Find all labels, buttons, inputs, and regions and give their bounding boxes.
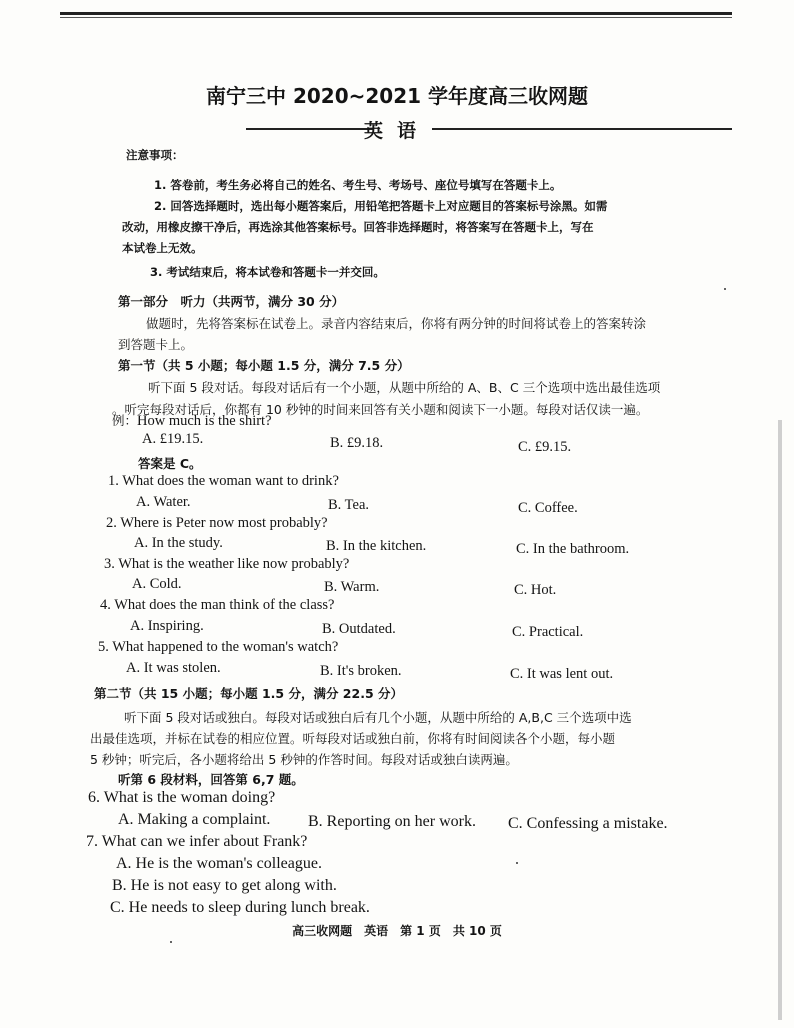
question-5-option-c: C. It was lent out.: [510, 666, 614, 682]
notice-item-2-line-3: 本试卷上无效。: [122, 241, 203, 255]
section2-intro-line-2: 出最佳选项，并标在试卷的相应位置。听每段对话或独白前，你将有时间阅读各个小题，每小题: [90, 731, 616, 746]
section2-heading: 第二节（共 15 小题；每小题 1.5 分，满分 22.5 分）: [94, 686, 403, 701]
question-7-option-b: B. He is not easy to get along with.: [112, 877, 337, 894]
question-4-option-b: B. Outdated.: [322, 621, 396, 637]
question-6-option-a: A. Making a complaint.: [118, 811, 271, 828]
example-question: How much is the shirt?: [137, 413, 272, 429]
exam-title: 南宁三中 2020~2021 学年度高三收网题: [205, 84, 588, 108]
question-6-option-c: C. Confessing a mistake.: [508, 815, 668, 832]
question-3-stem: 3. What is the weather like now probably?: [104, 556, 350, 572]
example-answer: 答案是 C。: [138, 456, 202, 471]
page-footer: 高三收网题 英语 第 1 页 共 10 页: [292, 924, 502, 938]
scan-speck: [724, 288, 726, 290]
part1-intro-line-2: 到答题卡上。: [118, 337, 194, 352]
question-6-stem: 6. What is the woman doing?: [88, 789, 276, 806]
question-6-option-b: B. Reporting on her work.: [308, 813, 476, 830]
notice-heading: 注意事项：: [126, 148, 184, 162]
subject-heading: 英语: [363, 120, 430, 142]
question-1-stem: 1. What does the woman want to drink?: [108, 473, 339, 489]
question-5-stem: 5. What happened to the woman's watch?: [98, 639, 339, 655]
top-border-thin: [60, 17, 732, 18]
part1-heading: 第一部分 听力（共两节，满分 30 分）: [118, 294, 345, 309]
question-4-option-c: C. Practical.: [512, 624, 584, 640]
question-7-stem: 7. What can we infer about Frank?: [86, 833, 308, 850]
question-1-option-c: C. Coffee.: [518, 500, 578, 516]
question-1-option-b: B. Tea.: [328, 497, 370, 513]
section1-intro-line-1: 听下面 5 段对话。每段对话后有一个小题，从题中所给的 A、B、C 三个选项中选出最佳选项: [148, 380, 661, 395]
section2-intro-line-3: 5 秒钟；听完后，各小题将给出 5 秒钟的作答时间。每段对话或独白读两遍。: [90, 752, 518, 767]
question-2-stem: 2. Where is Peter now most probably?: [106, 515, 328, 531]
section2-intro-line-1: 听下面 5 段对话或独白。每段对话或独白后有几个小题，从题中所给的 A,B,C 三个选项中选: [124, 710, 632, 725]
example-option-a: A. £19.15.: [142, 431, 204, 447]
question-5-option-a: A. It was stolen.: [126, 660, 221, 676]
part1-intro-line-1: 做题时，先将答案标在试卷上。录音内容结束后，你将有两分钟的时间将试卷上的答案转涂: [146, 316, 647, 331]
example-option-b: B. £9.18.: [330, 435, 384, 451]
example-option-c: C. £9.15.: [518, 439, 572, 455]
question-1-option-a: A. Water.: [136, 494, 191, 510]
scan-speck: [516, 862, 518, 864]
question-3-option-a: A. Cold.: [132, 576, 182, 592]
top-border: [60, 12, 732, 15]
notice-item-3: 3. 考试结束后，将本试卷和答题卡一并交回。: [150, 265, 385, 279]
question-2-option-c: C. In the bathroom.: [516, 541, 630, 557]
section1-intro-line-2: 。听完每段对话后，你都有 10 秒钟的时间来回答有关小题和阅读下一小题。每段对话仅读一遍。: [112, 402, 649, 417]
example-label: 例：: [112, 413, 138, 428]
question-3-option-c: C. Hot.: [514, 582, 557, 598]
question-2-option-a: A. In the study.: [134, 535, 223, 551]
question-2-option-b: B. In the kitchen.: [326, 538, 427, 554]
question-5-option-b: B. It's broken.: [320, 663, 402, 679]
question-4-option-a: A. Inspiring.: [130, 618, 204, 634]
question-4-stem: 4. What does the man think of the class?: [100, 597, 335, 613]
notice-item-2-line-2: 改动，用橡皮擦干净后，再选涂其他答案标号。回答非选择题时，将答案写在答题卡上，写在: [122, 220, 594, 234]
question-3-option-b: B. Warm.: [324, 579, 380, 595]
material-note: 听第 6 段材料，回答第 6,7 题。: [118, 772, 304, 787]
question-7-option-a: A. He is the woman's colleague.: [116, 855, 322, 872]
notice-item-2-line-1: 2. 回答选择题时，选出每小题答案后，用铅笔把答题卡上对应题目的答案标号涂黑。如需: [154, 199, 608, 213]
notice-item-1: 1. 答卷前，考生务必将自己的姓名、考生号、考场号、座位号填写在答题卡上。: [154, 178, 562, 192]
scan-speck: [170, 941, 172, 943]
question-7-option-c: C. He needs to sleep during lunch break.: [110, 899, 370, 916]
example-question-row: [112, 410, 272, 430]
section1-heading: 第一节（共 5 小题；每小题 1.5 分，满分 7.5 分）: [118, 358, 410, 373]
